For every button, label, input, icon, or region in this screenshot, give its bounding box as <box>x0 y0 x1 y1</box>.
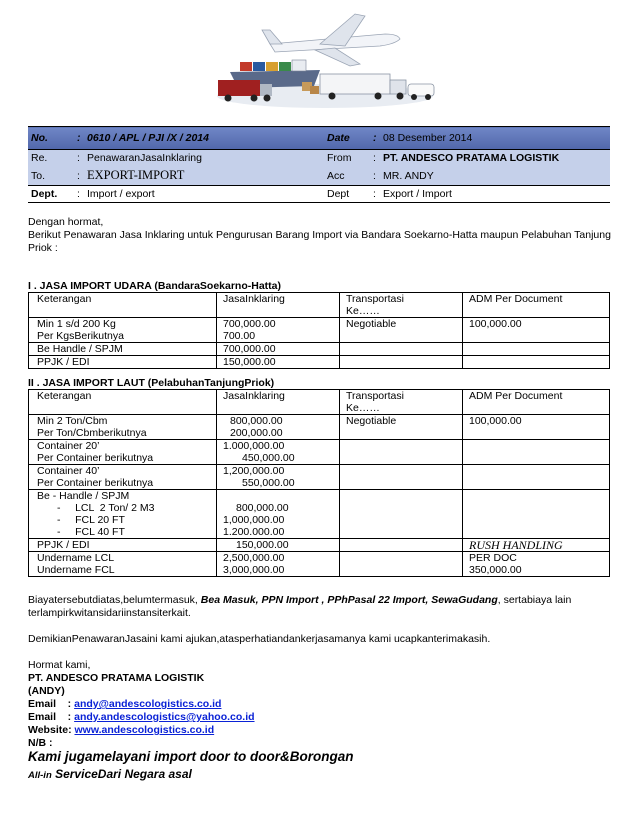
note-text: , sertabiaya lain <box>497 594 572 606</box>
email-link[interactable]: andy.andescologistics@yahoo.co.id <box>74 711 255 723</box>
note-text: Biayatersebutdiatas,belumtermasuk, <box>28 594 201 606</box>
cell-line: Undername LCL <box>37 552 115 564</box>
sea-import-table <box>28 389 610 577</box>
website-label: Website: <box>28 724 75 736</box>
separator: : <box>370 127 380 150</box>
separator: : <box>74 127 84 150</box>
table-header-row <box>29 293 610 318</box>
header-row-re-from <box>28 150 610 167</box>
airplane-icon <box>262 14 400 66</box>
cell-line: 450,000.00 <box>242 452 295 464</box>
cell <box>340 343 463 356</box>
cell-line: 350,000.00 <box>469 564 522 576</box>
cell-line: 1,200,000.00 <box>223 465 285 477</box>
cell <box>463 440 610 465</box>
dept-value: Import / export <box>84 186 324 203</box>
cell <box>217 440 340 465</box>
air-import-table <box>28 292 610 369</box>
column-header: Keterangan <box>29 293 217 318</box>
dept2-label: Dept <box>324 186 370 203</box>
cell-line: Per Ton/Cbmberikutnya <box>37 427 147 439</box>
cell <box>463 465 610 490</box>
cell: Negotiable <box>340 318 463 343</box>
cell-line: 550,000.00 <box>242 477 295 489</box>
column-header-line: Transportasi <box>346 390 404 402</box>
service-tagline-1: Kami jugamelayani import door to door&Borongan <box>28 749 354 764</box>
cell <box>29 490 217 539</box>
date-value: 08 Desember 2014 <box>380 127 610 150</box>
cell <box>217 318 340 343</box>
cell: 100,000.00 <box>463 318 610 343</box>
table-row <box>29 490 610 539</box>
cell: 700,000.00 <box>217 343 340 356</box>
cell-line: 1.000,000.00 <box>223 440 285 452</box>
email-label: Email : <box>28 711 75 723</box>
column-header-line: Ke…… <box>346 305 380 317</box>
to-value: EXPORT-IMPORT <box>84 166 324 186</box>
closing-salutation: Hormat kami, <box>28 659 91 671</box>
cell <box>340 552 463 577</box>
cell <box>217 415 340 440</box>
column-header: ADM Per Document <box>463 390 610 415</box>
cell: 100,000.00 <box>463 415 610 440</box>
cell <box>340 356 463 369</box>
website-link[interactable]: www.andescologistics.co.id <box>74 724 215 736</box>
cell <box>340 465 463 490</box>
acc-label: Acc <box>324 166 370 186</box>
column-header <box>340 293 463 318</box>
number-value: 0610 / APL / PJI /X / 2014 <box>84 127 324 150</box>
cell: 150,000.00 <box>217 356 340 369</box>
table-row <box>29 356 610 369</box>
cell <box>29 440 217 465</box>
cell-line: 700,000.00 <box>223 318 276 330</box>
column-header-line: Ke…… <box>346 402 380 414</box>
signer-name: (ANDY) <box>28 685 65 697</box>
table-row <box>29 343 610 356</box>
separator: : <box>370 186 380 203</box>
header-row-to-acc <box>28 166 610 186</box>
note-line-1 <box>28 594 571 607</box>
cell: Negotiable <box>340 415 463 440</box>
cell <box>217 552 340 577</box>
column-header: JasaInklaring <box>217 293 340 318</box>
separator: : <box>74 166 84 186</box>
cell-line: 3,000,000.00 <box>223 564 285 576</box>
cell-line: PER DOC <box>469 552 517 564</box>
column-header-line: Transportasi <box>346 293 404 305</box>
cell: Be Handle / SPJM <box>29 343 217 356</box>
cell <box>463 343 610 356</box>
cell-line: Per Container berikutnya <box>37 452 154 464</box>
intro-line-1: Berikut Penawaran Jasa Inklaring untuk Pengurusan Barang Import via Bandara Soekarno-Hatta maupun Pelabuhan Tanjung <box>28 229 611 241</box>
cell: PPJK / EDI <box>29 356 217 369</box>
cell <box>463 356 610 369</box>
cell-line: Min 1 s/d 200 Kg <box>37 318 116 330</box>
dept-label: Dept. <box>28 186 74 203</box>
cell-line: Undername FCL <box>37 564 115 576</box>
cell <box>217 490 340 539</box>
table-row <box>29 552 610 577</box>
cell-line: Container 40’ <box>37 465 100 477</box>
column-header <box>340 390 463 415</box>
cell <box>29 465 217 490</box>
from-label: From <box>324 150 370 167</box>
cell <box>340 539 463 552</box>
table-row <box>29 440 610 465</box>
intro-line-2: Priok : <box>28 242 58 254</box>
cell <box>29 318 217 343</box>
tagline-prefix: All-in <box>28 770 52 781</box>
cell-line: - FCL 20 FT <box>57 514 125 526</box>
cell-line: 2,500,000.00 <box>223 552 285 564</box>
section-1-title: I . JASA IMPORT UDARA (BandaraSoekarno-Hatta) <box>28 280 282 292</box>
cell <box>29 415 217 440</box>
cell-line: Min 2 Ton/Cbm <box>37 415 108 427</box>
cell <box>217 465 340 490</box>
cell-line: 1,000,000.00 <box>223 514 285 526</box>
re-label: Re. <box>28 150 74 167</box>
cell-line: - FCL 40 FT <box>57 526 125 538</box>
re-value: PenawaranJasaInklaring <box>84 150 324 167</box>
date-label: Date <box>324 127 370 150</box>
cell-line: Per KgsBerikutnya <box>37 330 124 342</box>
table-row <box>29 465 610 490</box>
separator: : <box>74 150 84 167</box>
header-row-number-date <box>28 127 610 150</box>
tagline-text: ServiceDari Negara asal <box>51 767 192 781</box>
cell-line: Per Container berikutnya <box>37 477 154 489</box>
cell-line: Container 20’ <box>37 440 100 452</box>
cell <box>29 552 217 577</box>
section-2-title: II . JASA IMPORT LAUT (PelabuhanTanjungPriok) <box>28 377 275 389</box>
cell-line: 200,000.00 <box>230 427 283 439</box>
cell: PPJK / EDI <box>29 539 217 552</box>
company-name: PT. ANDESCO PRATAMA LOGISTIK <box>28 672 205 684</box>
separator: : <box>74 186 84 203</box>
header-row-dept <box>28 186 610 203</box>
separator: : <box>370 150 380 167</box>
closing-sentence: DemikianPenawaranJasaini kami ajukan,atasperhatiandankerjasamanya kami ucapkanterimakasih. <box>28 633 491 645</box>
acc-value: MR. ANDY <box>380 166 610 186</box>
dept2-value: Export / Import <box>380 186 610 203</box>
from-value: PT. ANDESCO PRATAMA LOGISTIK <box>380 150 610 167</box>
cell-line: Be - Handle / SPJM <box>37 490 130 502</box>
nb-label: N/B : <box>28 737 53 749</box>
cell: 150,000.00 <box>217 539 340 552</box>
table-row <box>29 318 610 343</box>
cell-line: - LCL 2 Ton/ 2 M3 <box>57 502 155 514</box>
number-label: No. <box>28 127 74 150</box>
email-line-1 <box>28 698 221 711</box>
cell <box>340 440 463 465</box>
note-line-2: terlampirkwitansidariinstansiterkait. <box>28 607 191 619</box>
cell-line: 1.200.000.00 <box>223 526 285 538</box>
cell <box>463 552 610 577</box>
to-label: To. <box>28 166 74 186</box>
greeting: Dengan hormat, <box>28 216 104 228</box>
cell-line: 800,000.00 <box>236 502 289 514</box>
column-header: Keterangan <box>29 390 217 415</box>
separator: : <box>370 166 380 186</box>
column-header: JasaInklaring <box>217 390 340 415</box>
note-bold-text: Bea Masuk, PPN Import , PPhPasal 22 Import, SewaGudang <box>200 594 498 606</box>
email-link[interactable]: andy@andescologistics.co.id <box>74 698 222 710</box>
website-line <box>28 724 214 737</box>
table-row <box>29 539 610 552</box>
company-logo-illustration <box>210 4 440 112</box>
cell-line: 700.00 <box>223 330 256 342</box>
cell <box>463 490 610 539</box>
rush-handling-label: RUSH HANDLING <box>463 539 610 552</box>
cell <box>340 490 463 539</box>
table-row <box>29 415 610 440</box>
cell-line: 800,000.00 <box>230 415 283 427</box>
table-header-row <box>29 390 610 415</box>
service-tagline-2 <box>28 767 192 781</box>
column-header: ADM Per Document <box>463 293 610 318</box>
letter-header-table <box>28 126 610 203</box>
email-label: Email : <box>28 698 75 710</box>
email-line-2 <box>28 711 255 724</box>
